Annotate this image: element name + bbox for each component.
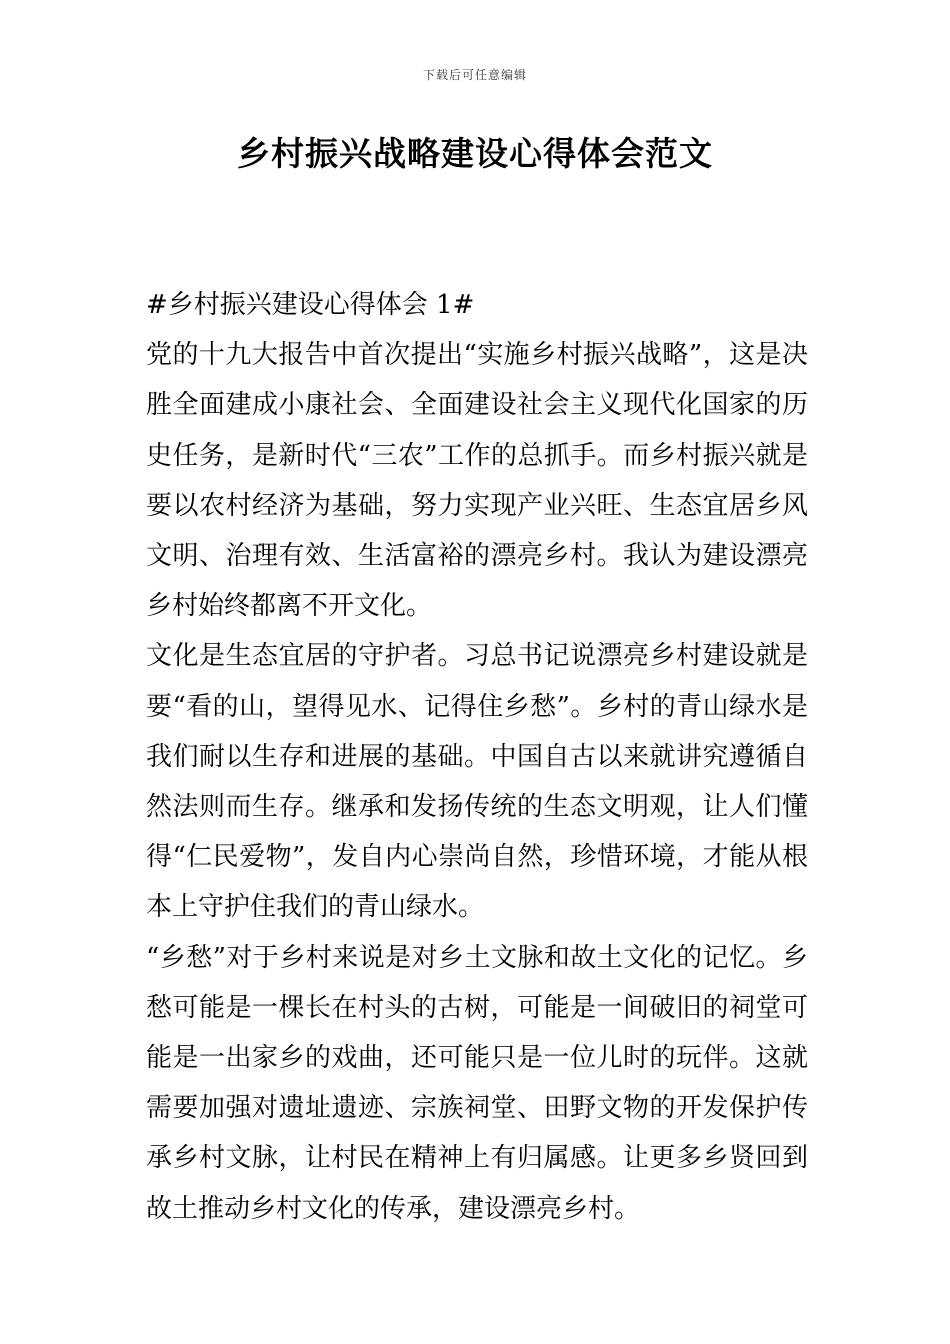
header-note: 下载后可任意编辑	[422, 68, 527, 82]
section-heading: #乡村振兴建设心得体会 1#	[146, 290, 475, 320]
document-body	[146, 280, 808, 1234]
paragraph-1: 党的十九大报告中首次提出“实施乡村振兴战略”，这是决胜全面建成小康社会、全面建设社会主义现代化国家的历史任务，是新时代“三农”工作的总抓手。而乡村振兴就是要以农村经济为基础，努力实现产业兴旺、生态宜居乡风文明、治理有效、生活富裕的漂亮乡村。我认为建设漂亮乡村始终都离不开文化。	[146, 340, 808, 622]
document-title: 乡村振兴战略建设心得体会范文	[237, 134, 713, 173]
paragraph-3: “乡愁”对于乡村来说是对乡土文脉和故土文化的记忆。乡愁可能是一棵长在村头的古树，可能是一间破旧的祠堂可能是一出家乡的戏曲，还可能只是一位儿时的玩伴。这就需要加强对遗址遗迹、宗族祠堂、田野文物的开发保护传承乡村文脉，让村民在精神上有归属感。让更多乡贤回到故土推动乡村文化的传承，建设漂亮乡村。	[146, 942, 808, 1224]
paragraph-2: 文化是生态宜居的守护者。习总书记说漂亮乡村建设就是要“看的山，望得见水、记得住乡愁”。乡村的青山绿水是我们耐以生存和进展的基础。中国自古以来就讲究遵循自然法则而生存。继承和发扬传统的生态文明观，让人们懂得“仁民爱物”，发自内心崇尚自然，珍惜环境，才能从根本上守护住我们的青山绿水。	[146, 641, 808, 923]
